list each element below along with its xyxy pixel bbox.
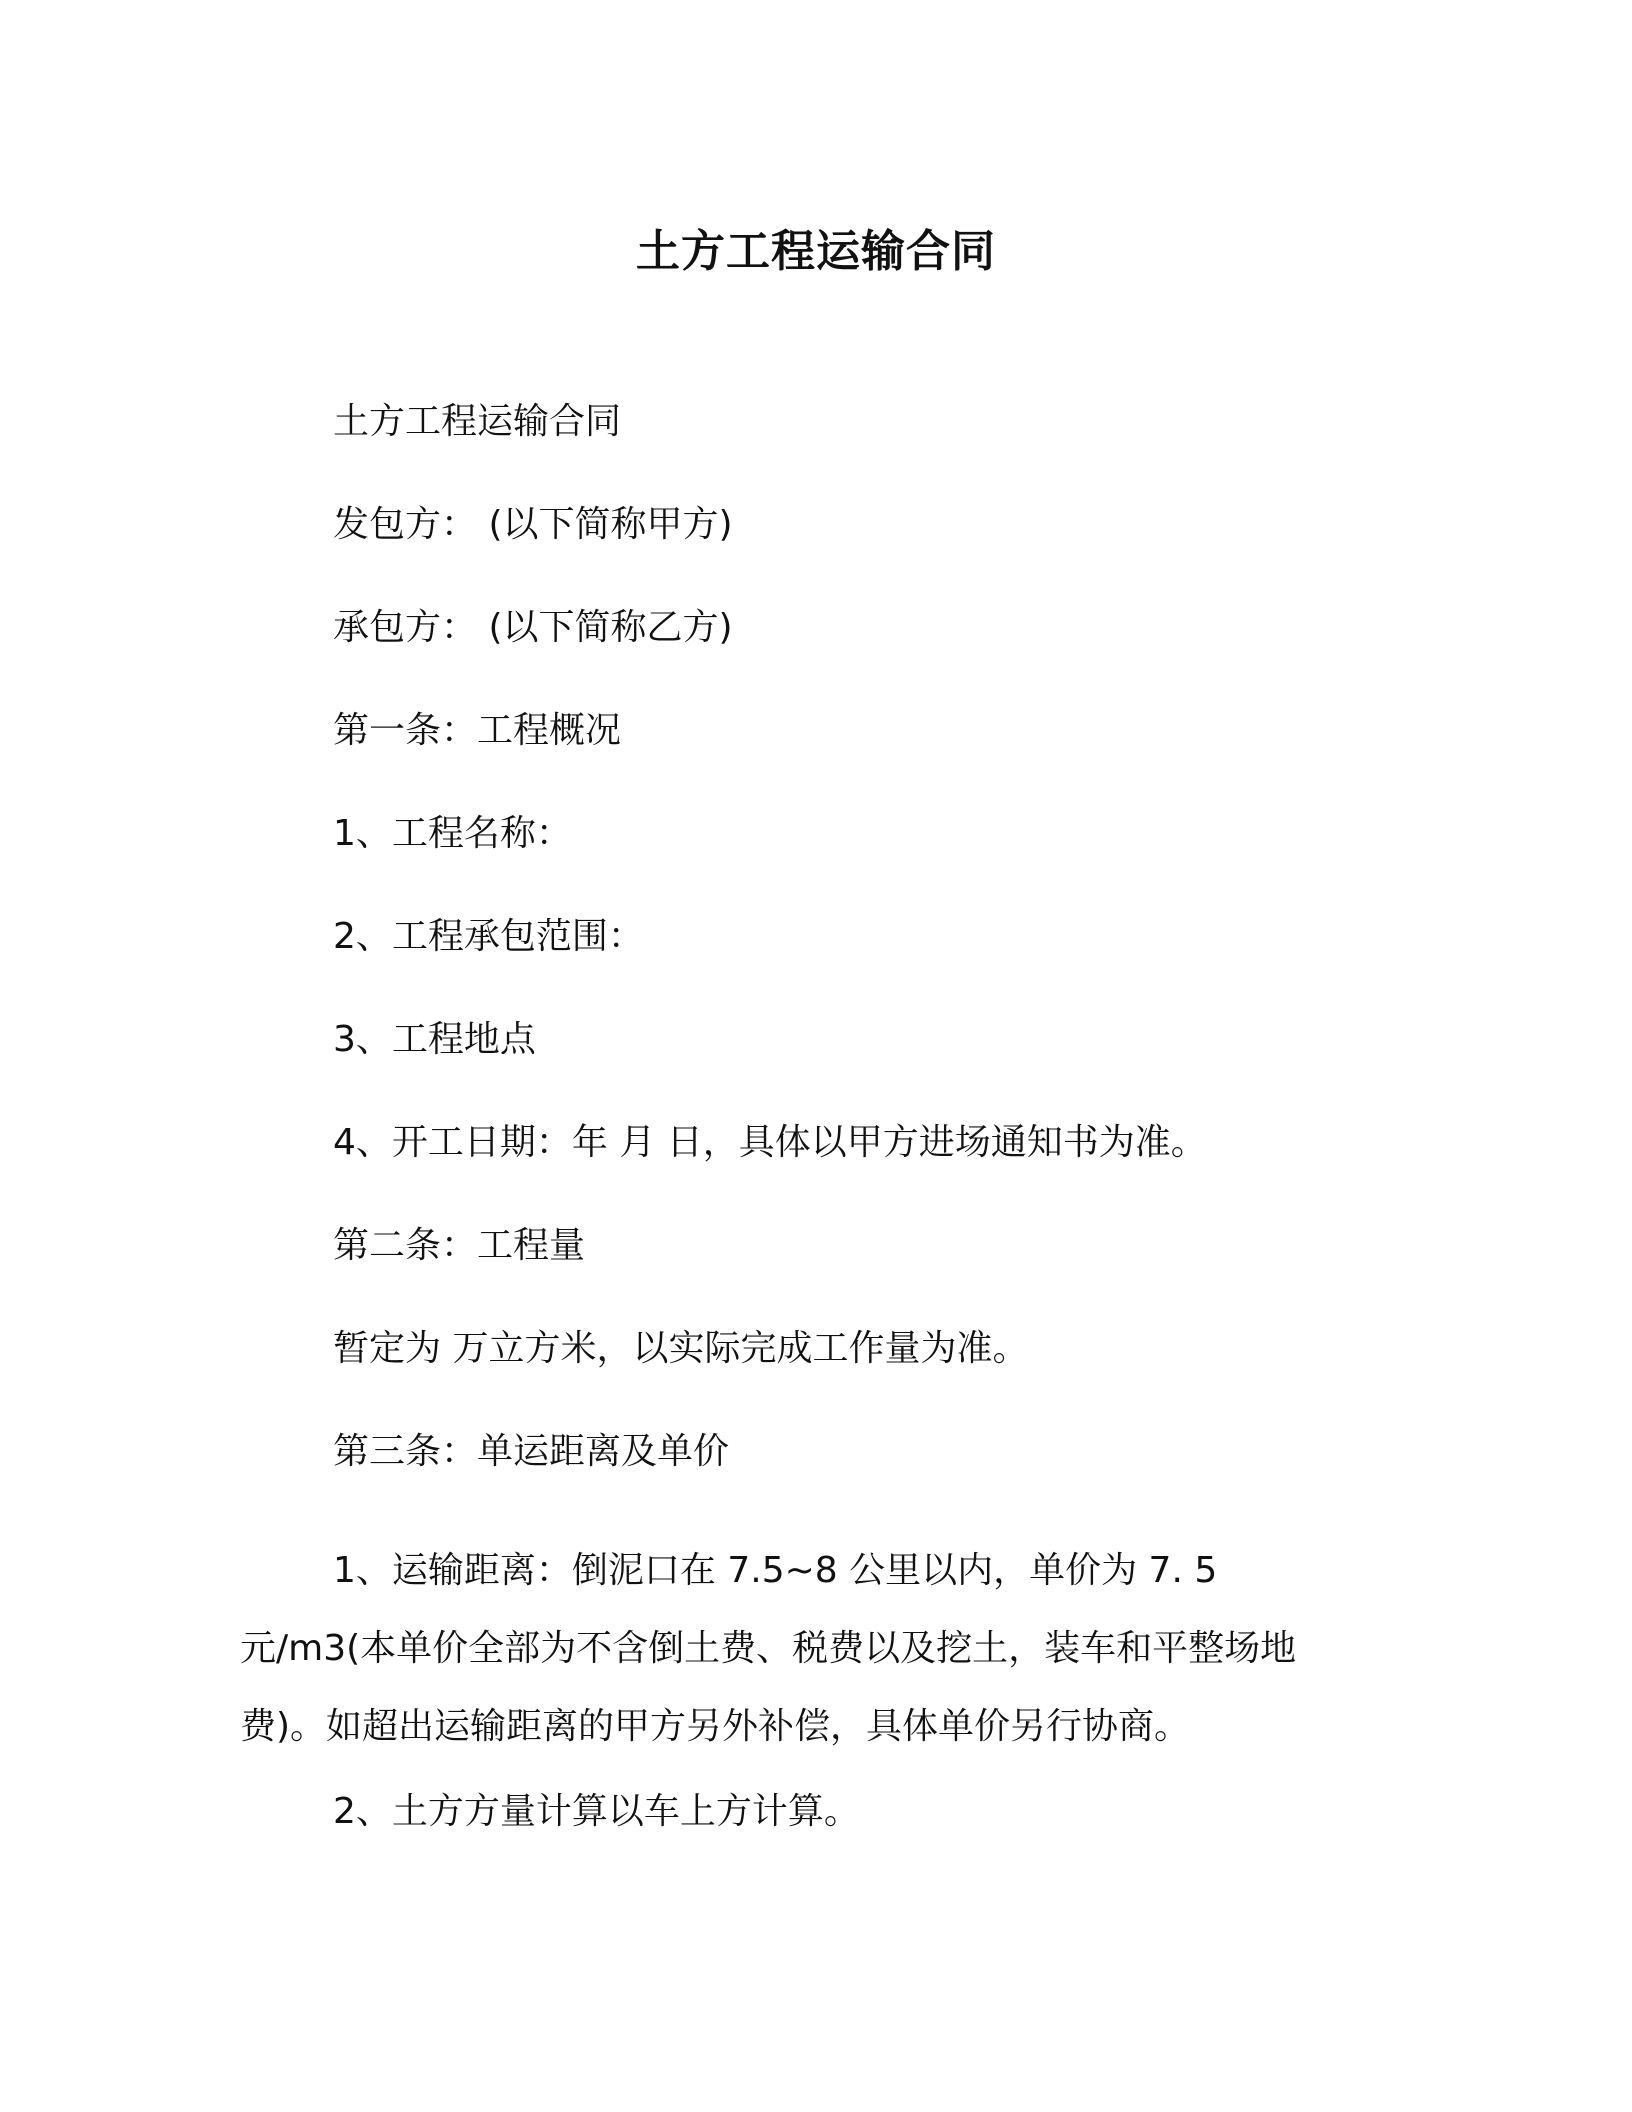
article-3-heading: 第三条：单运距离及单价 <box>333 1431 730 1472</box>
party-a-line: 发包方： (以下简称甲方) <box>333 504 733 545</box>
project-scope-line: 2、工程承包范围： <box>333 916 644 957</box>
party-b-line: 承包方： (以下简称乙方) <box>333 607 733 648</box>
article-1-heading: 第一条：工程概况 <box>333 710 622 751</box>
project-name-line: 1、工程名称： <box>333 813 572 854</box>
subtitle-line: 土方工程运输合同 <box>333 401 622 442</box>
transport-distance-paragraph: 1、运输距离：倒泥口在 7.5~8 公里以内，单价为 7. 5 元/m3(本单价全部为不含倒土费、税费以及挖土，装车和平整场地费)。如超出运输距离的甲方另外补偿，具体单价另行协商。 <box>240 1550 1297 1747</box>
document-title: 土方工程运输合同 <box>636 226 996 277</box>
article-2-heading: 第二条：工程量 <box>333 1225 586 1266</box>
start-date-line: 4、开工日期：年 月 日，具体以甲方进场通知书为准。 <box>333 1122 1207 1163</box>
volume-calculation-line: 2、土方方量计算以车上方计算。 <box>333 1791 860 1832</box>
project-location-line: 3、工程地点 <box>333 1019 536 1060</box>
quantity-line: 暂定为 万立方米，以实际完成工作量为准。 <box>333 1328 1029 1369</box>
